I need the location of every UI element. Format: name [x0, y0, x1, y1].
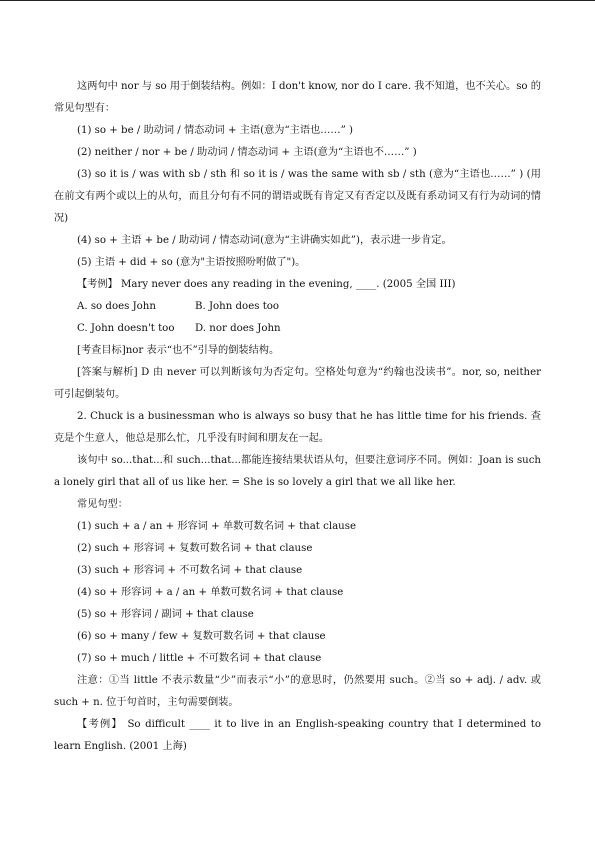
- option-c: C. John doesn't too: [77, 323, 175, 334]
- sentence-2: 2. Chuck is a businessman who is always so busy that he has little time for his friends. 查克是个生意人，他总是那么忙，几乎没有时间和朋友在一起。: [54, 411, 541, 444]
- pattern-line-2: (2) neither / nor + be / 助动词 / 情态动词 + 主语(意为“主语也不……” ): [77, 147, 417, 158]
- option-a: A. so does John: [77, 301, 156, 312]
- options-row-1: [54, 296, 541, 318]
- options-row-2: [54, 318, 541, 340]
- pattern-so-5: (5) so + 形容词 / 副词 + that clause: [77, 609, 254, 620]
- example-2: 【考例】 So difficult ____ it to live in an English-speaking country that I determined to learn English. (2001 上海): [54, 719, 541, 752]
- pattern-such-2: (2) such + 形容词 + 复数可数名词 + that clause: [77, 543, 313, 554]
- pattern-so-4: (4) so + 形容词 + a / an + 单数可数名词 + that clause: [77, 587, 344, 598]
- pattern-line-4: (4) so + 主语 + be / 助动词 / 情态动词(意为“主讲确实如此”)，表示进一步肯定。: [77, 235, 452, 246]
- pattern-line-5: (5) 主语 + did + so (意为"主语按照吩咐做了")。: [77, 257, 306, 268]
- pattern-such-3: (3) such + 形容词 + 不可数名词 + that clause: [77, 565, 303, 576]
- sentence-2-explanation: 该句中 so...that...和 such...that...都能连接结果状语从句，但要注意词序不同。例如：Joan is such a lonely girl that all of us like her. = She is so lovely a girl that we all like her.: [54, 455, 541, 488]
- note: 注意：①当 little 不表示数量“少”而表示“小”的意思时，仍然要用 such。②当 so + adj. / adv. 或 such + n. 位于句首时，主句需要倒装。: [54, 675, 541, 708]
- patterns-title: 常见句型：: [77, 499, 128, 510]
- exam-target: [考查目标]nor 表示“也不”引导的倒装结构。: [77, 345, 280, 356]
- option-b: B. John does too: [195, 301, 280, 312]
- top-rule: [0, 0, 595, 1]
- pattern-such-1: (1) such + a / an + 形容词 + 单数可数名词 + that clause: [77, 521, 356, 532]
- pattern-line-3: (3) so it is / was with sb / sth 和 so it is / was the same with sb / sth (意为“主语也……” ) (用在前文有两个或以上的从句，而且分句有不同的谓语或既有肯定又有否定以及既有系动词又有行为动词的情况): [54, 169, 541, 224]
- intro-paragraph: 这两句中 nor 与 so 用于倒装结构。例如：I don't know, nor do I care. 我不知道，也不关心。so 的常见句型有：: [54, 81, 541, 114]
- pattern-line-1: (1) so + be / 助动词 / 情态动词 + 主语(意为“主语也……” ): [77, 125, 354, 136]
- pattern-so-6: (6) so + many / few + 复数可数名词 + that clause: [77, 631, 326, 642]
- answer-analysis: [答案与解析] D 由 never 可以判断该句为否定句。空格处句意为“约翰也没读书”。nor, so, neither 可引起倒装句。: [54, 367, 541, 400]
- example-1: 【考例】 Mary never does any reading in the evening, ____. (2005 全国 III): [77, 279, 456, 290]
- page-body: [54, 76, 541, 758]
- pattern-so-7: (7) so + much / little + 不可数名词 + that clause: [77, 653, 322, 664]
- option-d: D. nor does John: [195, 323, 281, 334]
